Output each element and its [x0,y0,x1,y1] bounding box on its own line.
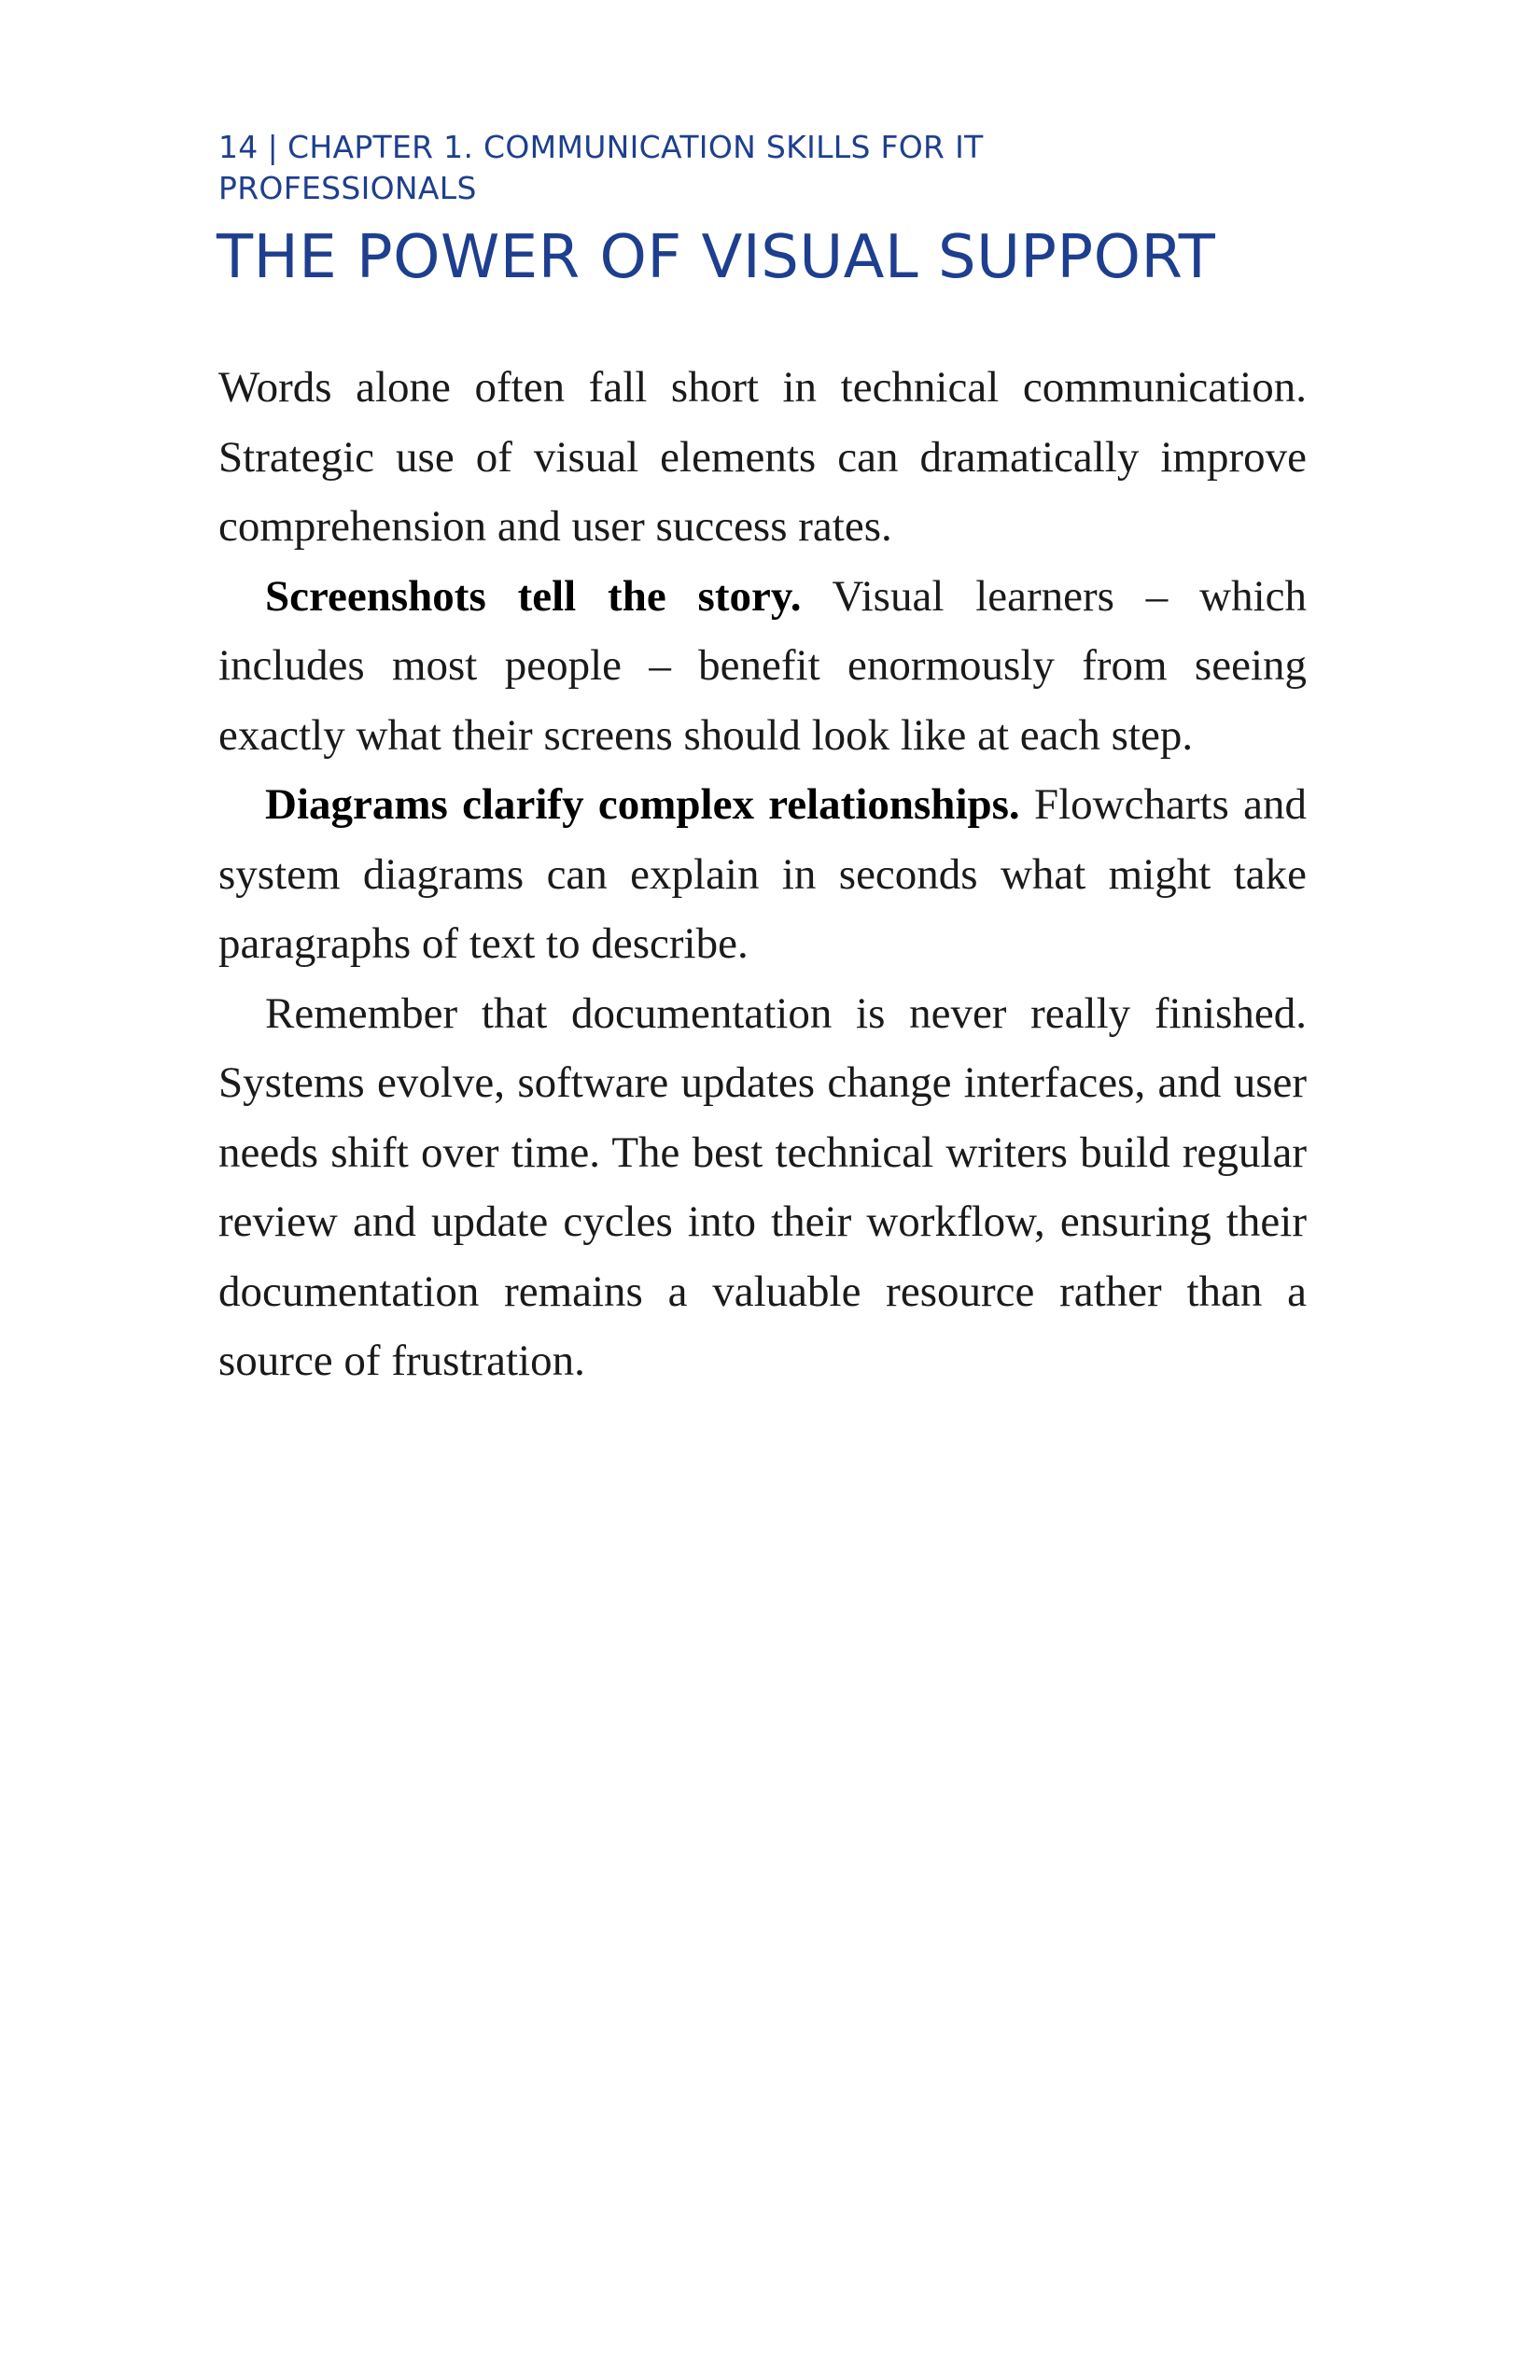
paragraph-conclusion-text: Remember that documentation is never really finished. Systems evolve, software updates change interfaces, and user needs shift over time. The best technical writers build regular review and update cycles into their workflow, ensuring their documentation remains a valuable resource rather than a source of frustration. [218,988,1307,1385]
paragraph-diagrams-text: Flowcharts and system diagrams can explain in seconds what might take paragraphs of text to describe. [218,780,1307,968]
header-separator: | [267,129,279,165]
paragraph-screenshots-text: Visual learners – which includes most people – benefit enormously from seeing exactly what their screens should look like at each step. [218,571,1308,760]
paragraph-conclusion [218,979,1307,1396]
paragraph-intro [218,353,1307,562]
section-title: THE POWER OF VISUAL SUPPORT [217,223,1216,292]
chapter-title: CHAPTER 1. COMMUNICATION SKILLS FOR IT PROFESSIONALS [218,129,984,206]
paragraph-diagrams [218,770,1307,979]
paragraph-screenshots-lead: Screenshots tell the story. [265,571,802,621]
paragraph-intro-text: Words alone often fall short in technical communication. Strategic use of visual elements can dramatically improve comprehension and user success rates. [218,363,1307,551]
page-number: 14 [218,129,259,165]
paragraph-diagrams-lead: Diagrams clarify complex relationships. [265,780,1020,829]
running-header [218,127,1152,209]
body-text [218,353,1307,1396]
paragraph-screenshots [218,562,1307,771]
